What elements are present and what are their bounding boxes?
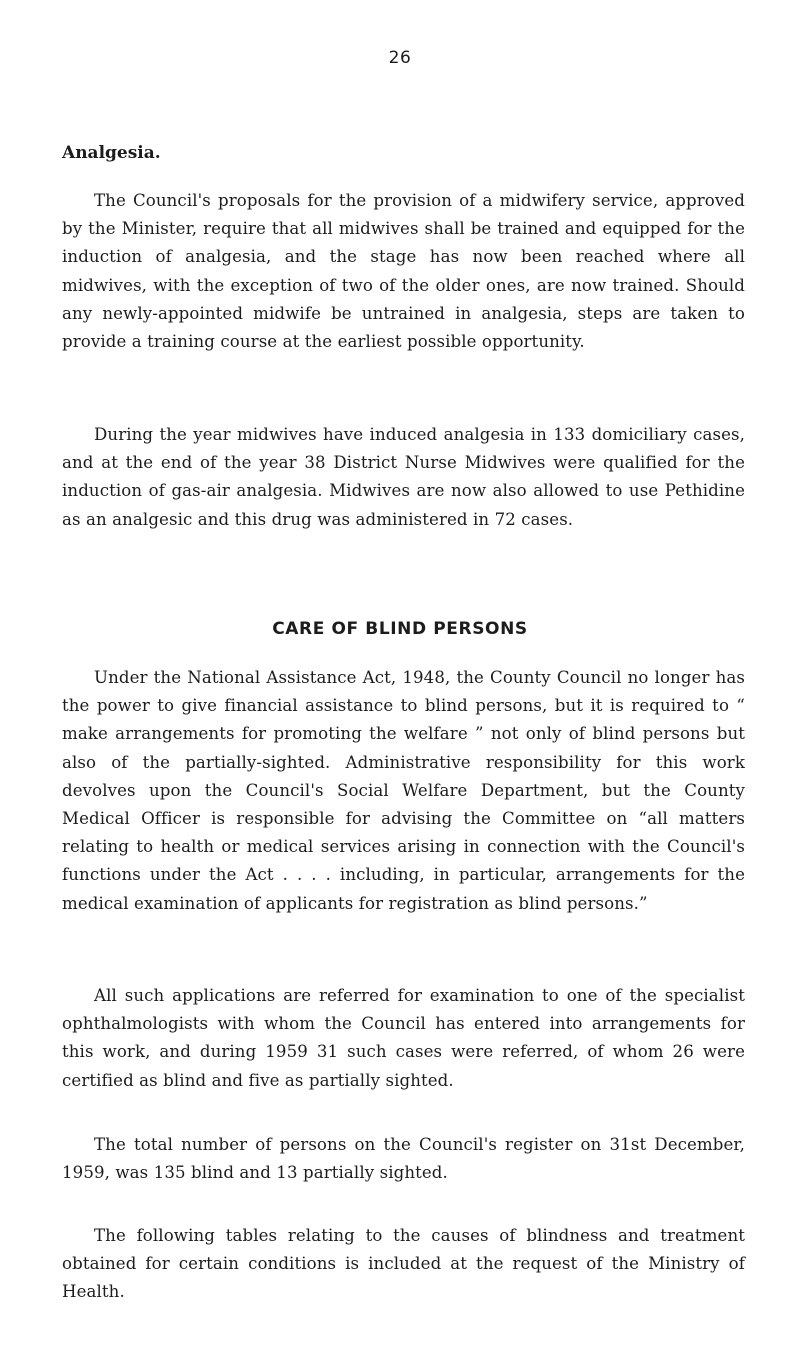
analgesia-paragraph-2: During the year midwives have induced analgesia in 133 domiciliary cases, and at the end of the year 38 District Nurse Midwives were qualified for the induction of gas-air analgesia. Midwives are now also allowed to use Pethidine as an analgesic and this drug was administered in 72 cases. [62,425,745,529]
blind-persons-heading: CARE OF BLIND PERSONS [272,619,528,639]
blind-persons-paragraph-2: All such applications are referred for examination to one of the specialist ophthalmologists with whom the Council has entered into arrangements for this work, and during 1959 31 such cases were referred, of whom 26 were certified as blind and five as partially sighted. [62,986,745,1090]
blind-persons-paragraph-1: Under the National Assistance Act, 1948, the County Council no longer has the power to give financial assistance to blind persons, but it is required to “ make arrangements for promoting the welfare ” not only of blind persons but also of the partially-sighted. Administrative responsibility for this work devolves upon the Council's Social Welfare Department, but the County Medical Officer is responsible for advising the Committee on “all matters relating to health or medical services arising in connection with the Council's functions under the Act . . . . including, in particular, arrangements for the medical examination of applicants for registration as blind persons.” [62,668,745,913]
page-number: 26 [388,48,412,68]
blind-persons-paragraph-4: The following tables relating to the causes of blindness and treatment obtained for certain conditions is included at the request of the Ministry of Health. [62,1226,745,1302]
blind-persons-paragraph-3: The total number of persons on the Council's register on 31st December, 1959, was 135 blind and 13 partially sighted. [62,1135,745,1183]
analgesia-paragraph-1: The Council's proposals for the provision of a midwifery service, approved by the Minister, require that all midwives shall be trained and equipped for the induction of analgesia, and the stage has now been reached where all midwives, with the exception of two of the older ones, are now trained. Should any newly-appointed midwife be untrained in analgesia, steps are taken to provide a training course at the earliest possible opportunity. [62,191,745,352]
analgesia-heading: Analgesia. [62,143,161,163]
